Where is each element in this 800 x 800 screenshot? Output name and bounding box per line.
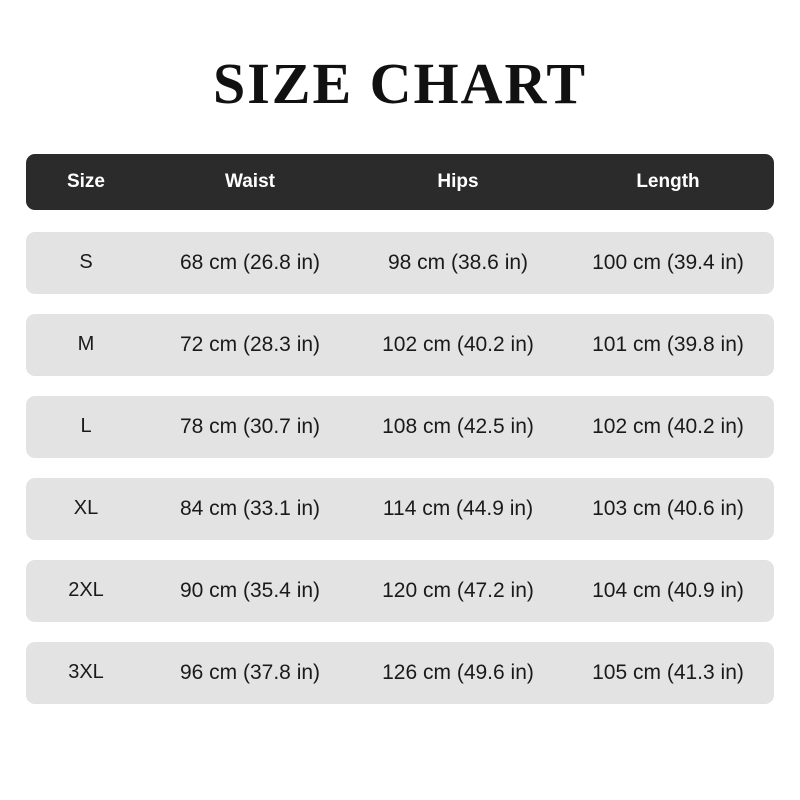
- cell-hips: 114 cm (44.9 in): [382, 496, 534, 520]
- cell-length: 104 cm (40.9 in): [592, 578, 744, 602]
- cell-hips: 120 cm (47.2 in): [382, 578, 534, 602]
- cell-length: 102 cm (40.2 in): [592, 414, 744, 438]
- cell-waist: 72 cm (28.3 in): [179, 332, 321, 356]
- table-row: [26, 232, 774, 294]
- cell-size: 3XL: [68, 661, 104, 684]
- column-header-waist: Waist: [225, 170, 275, 192]
- cell-length: 100 cm (39.4 in): [592, 250, 744, 274]
- cell-waist: 78 cm (30.7 in): [179, 414, 321, 438]
- cell-waist: 90 cm (35.4 in): [179, 578, 321, 602]
- column-header-length: Length: [636, 170, 700, 192]
- cell-waist: 96 cm (37.8 in): [179, 660, 321, 684]
- cell-waist: 68 cm (26.8 in): [179, 250, 321, 274]
- cell-hips: 98 cm (38.6 in): [387, 250, 529, 274]
- cell-length: 105 cm (41.3 in): [592, 660, 744, 684]
- cell-size: 2XL: [68, 579, 104, 602]
- cell-size: L: [80, 415, 92, 438]
- cell-waist: 84 cm (33.1 in): [179, 496, 321, 520]
- page-title: SIZE CHART: [212, 51, 588, 116]
- cell-hips: 102 cm (40.2 in): [382, 332, 534, 356]
- cell-size: M: [77, 333, 95, 356]
- table-row: [26, 478, 774, 540]
- cell-length: 101 cm (39.8 in): [592, 332, 744, 356]
- cell-size: S: [79, 251, 93, 274]
- column-header-hips: Hips: [437, 170, 479, 192]
- cell-hips: 108 cm (42.5 in): [382, 414, 534, 438]
- table-header-row: [26, 154, 774, 210]
- table-row: [26, 560, 774, 622]
- table-row: [26, 314, 774, 376]
- table-row: [26, 642, 774, 704]
- table-row: [26, 396, 774, 458]
- size-chart-table: [26, 154, 774, 704]
- cell-size: XL: [73, 497, 99, 520]
- column-header-size: Size: [66, 170, 106, 192]
- cell-length: 103 cm (40.6 in): [592, 496, 744, 520]
- cell-hips: 126 cm (49.6 in): [382, 660, 534, 684]
